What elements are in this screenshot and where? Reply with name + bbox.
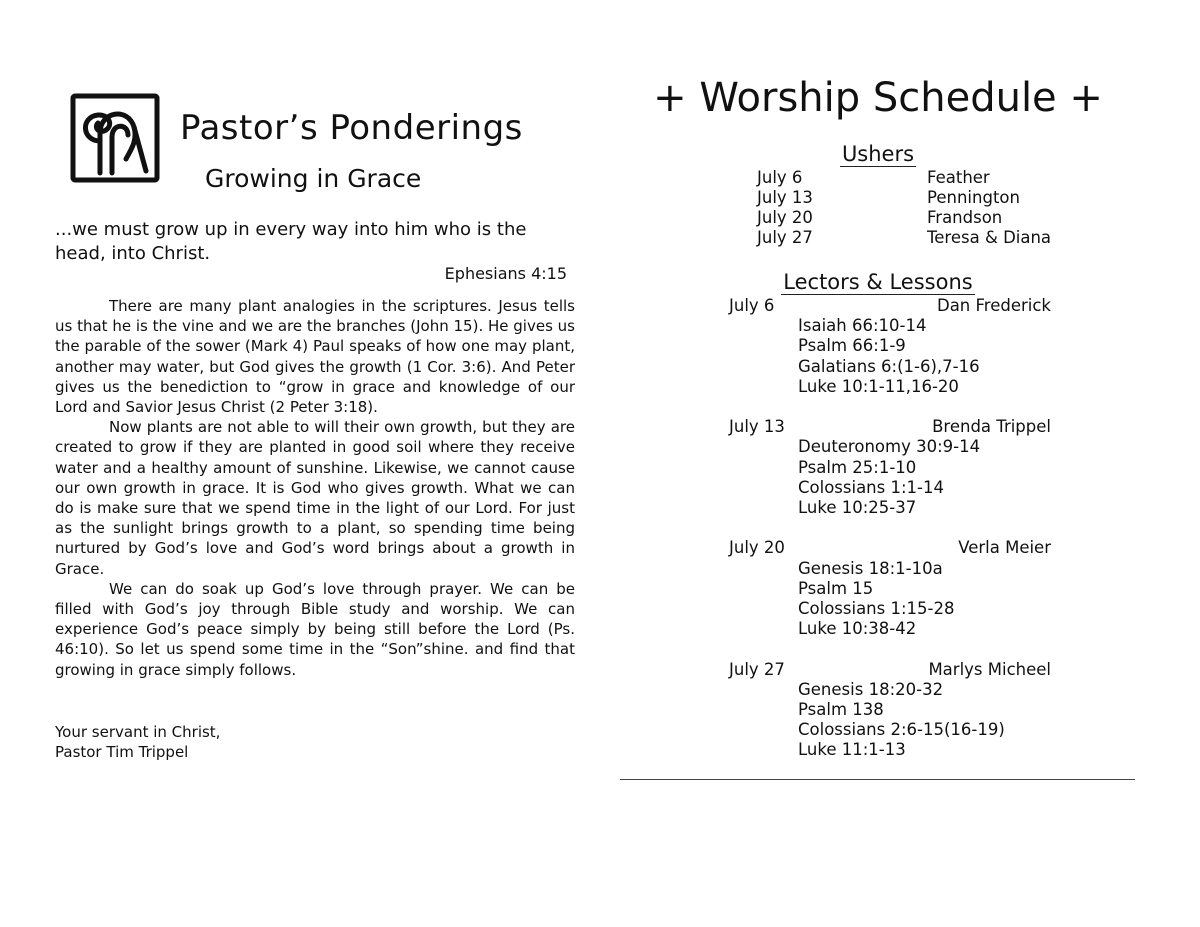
lector-row — [729, 296, 1051, 316]
lector-row — [729, 417, 1051, 437]
lector-group — [729, 538, 1051, 639]
reading: Psalm 25:1-10 — [798, 457, 917, 477]
lectors-heading: Lectors & Lessons — [783, 270, 973, 294]
worship-schedule-title: + Worship Schedule + — [653, 75, 1103, 121]
reading: Genesis 18:1-10a — [798, 558, 943, 578]
closing-line: Your servant in Christ, — [55, 723, 221, 741]
lector-date: July 27 — [729, 659, 785, 679]
usher-row — [757, 188, 1051, 208]
reading: Psalm 15 — [798, 578, 874, 598]
pastor-ponderings-title: Pastor’s Ponderings — [180, 108, 523, 148]
lector-name: Brenda Trippel — [932, 417, 1051, 437]
lector-row — [729, 538, 1051, 558]
lector-date: July 13 — [729, 417, 785, 437]
divider — [620, 779, 1135, 780]
signature: Pastor Tim Trippel — [55, 743, 189, 761]
usher-name: Teresa & Diana — [927, 228, 1052, 247]
lector-name: Dan Frederick — [936, 296, 1051, 315]
lector-date: July 6 — [729, 296, 775, 315]
lector-date: July 20 — [729, 538, 785, 558]
lector-group — [729, 660, 1051, 761]
ushers-list — [757, 168, 1051, 248]
lector-name: Verla Meier — [958, 538, 1051, 558]
scripture-reference: Ephesians 4:15 — [444, 264, 567, 283]
signoff — [55, 722, 220, 762]
usher-date: July 27 — [757, 228, 813, 247]
reading: Colossians 2:6-15(16-19) — [798, 720, 1005, 740]
article-paragraph: There are many plant analogies in the scriptures. Jesus tells us that he is the vine and we are the branches (John 15). He gives us the parable of the sower (Mark 4) Paul speaks of how one may plant, another may water, but God gives the growth (1 Cor. 3:6). And Peter gives us the benediction to “grow in grace and knowledge of our Lord and Savior Jesus Christ (2 Peter 3:18). — [55, 297, 575, 417]
article-subtitle: Growing in Grace — [205, 164, 422, 193]
reading: Isaiah 66:10-14 — [798, 316, 927, 336]
article-paragraph: We can do soak up God’s love through prayer. We can be filled with God’s joy through Bible study and worship. We can experience God’s peace simply by being still before the Lord (Ps. 46:10). So let us spend some time in the “Son”shine. and find that growing in grace simply follows. — [55, 579, 575, 679]
reading: Psalm 138 — [798, 700, 884, 720]
lector-group — [729, 417, 1051, 518]
reading: Luke 11:1-13 — [798, 740, 906, 760]
usher-name: Feather — [927, 168, 990, 187]
lector-group — [729, 296, 1051, 397]
reading: Luke 10:38-42 — [798, 619, 917, 639]
usher-row — [757, 168, 1051, 188]
lector-row — [729, 660, 1051, 680]
usher-date: July 6 — [757, 168, 803, 187]
reading: Colossians 1:1-14 — [798, 477, 944, 497]
ushers-heading: Ushers — [841, 142, 915, 166]
reading: Luke 10:25-37 — [798, 498, 917, 518]
usher-date: July 13 — [757, 188, 813, 207]
usher-name: Pennington — [927, 188, 1020, 207]
usher-name: Frandson — [927, 208, 1003, 227]
reading: Deuteronomy 30:9-14 — [798, 437, 981, 457]
reading: Galatians 6:(1-6),7-16 — [798, 356, 980, 376]
church-logo-icon — [70, 93, 160, 183]
lector-name: Marlys Micheel — [928, 659, 1051, 679]
reading: Psalm 66:1-9 — [798, 336, 906, 356]
reading: Luke 10:1-11,16-20 — [798, 376, 959, 396]
usher-row — [757, 208, 1051, 228]
lectors-list — [729, 296, 1051, 781]
article-paragraph: Now plants are not able to will their own growth, but they are created to grow if they are planted in good soil where they receive water and a healthy amount of sunshine. Likewise, we cannot cause our own growth in grace. It is God who gives growth. What we can do is make sure that we spend time in the light of our Lord. For just as the sunlight brings growth to a plant, so spending time being nurtured by God’s love and God’s word brings about a growth in Grace. — [55, 418, 575, 578]
article-body — [55, 296, 575, 680]
reading: Colossians 1:15-28 — [798, 599, 955, 619]
reading: Genesis 18:20-32 — [798, 679, 944, 699]
usher-row — [757, 228, 1051, 248]
usher-date: July 20 — [757, 208, 813, 227]
scripture-verse: ...we must grow up in every way into him who is the head, into Christ. — [55, 219, 527, 264]
